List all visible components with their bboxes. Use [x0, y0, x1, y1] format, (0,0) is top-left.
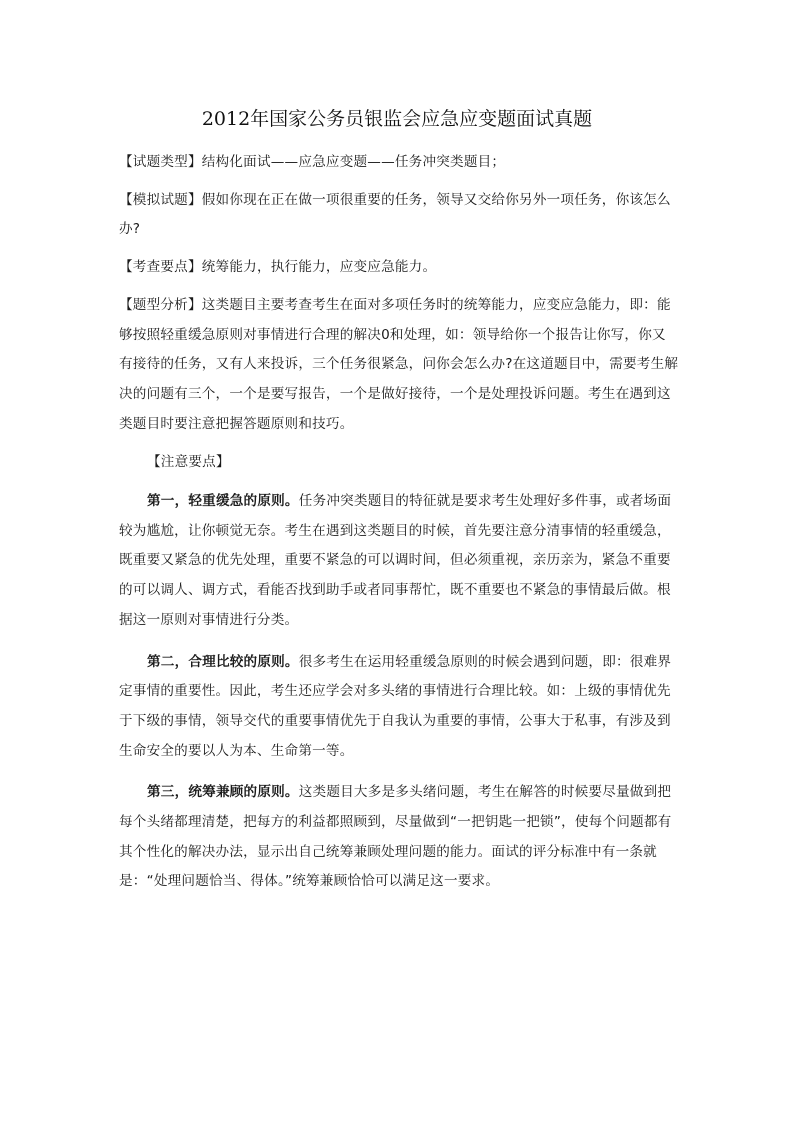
principle-3-text: 这类题目大多是多头绪问题，考生在解答的时候要尽量做到把每个头绪都理清楚，把每方的利益都照顾到，尽量做到“一把钥匙一把锁”，使每个问题都有其个性化的解决办法，显示出自己统筹兼顾处理问题的能力。面试的评分标准中有一条就是：“处理问题恰当、得体。”统筹兼顾恰恰可以满足这一要求。 [119, 784, 672, 890]
principle-3-paragraph [119, 778, 679, 897]
principle-2-text: 很多考生在运用轻重缓急原则的时候会遇到问题，即：很难界定事情的重要性。因此，考生还应学会对多头绪的事情进行合理比较。如：上级的事情优先于下级的事情，领导交代的重要事情优先于自我认为重要的事情，公事大于私事，有涉及到生命安全的要以人为本、生命第一等。 [119, 653, 672, 759]
principle-3-heading: 第三，统筹兼顾的原则。 [147, 784, 299, 801]
key-points-paragraph [119, 253, 679, 283]
simulated-question-text: 假如你现在正在做一项很重要的任务，领导又交给你另外一项任务，你该怎么办? [119, 191, 671, 238]
key-points-text: 统筹能力，执行能力，应变应急能力。 [201, 259, 437, 276]
key-points-label: 【考查要点】 [119, 259, 202, 276]
principle-2-paragraph [119, 648, 679, 767]
analysis-text: 这类题目主要考查考生在面对多项任务时的统筹能力，应变应急能力，即：能够按照轻重缓急原则对事情进行合理的解决0和处理，如：领导给你一个报告让你写，你又有接待的任务，又有人来投诉，三个任务很紧急，问你会怎么办?在这道题目中，需要考生解决的问题有三个，一个是要写报告，一个是做好接待，一个是处理投诉问题。考生在遇到这类题目时要注意把握答题原则和技巧。 [119, 296, 679, 432]
simulated-question-paragraph [119, 186, 679, 245]
analysis-paragraph [119, 291, 679, 440]
principle-1-paragraph [119, 487, 679, 636]
principle-1-heading: 第一，轻重缓急的原则。 [147, 493, 299, 510]
question-type-label: 【试题类型】 [119, 154, 202, 170]
principle-2-heading: 第二，合理比较的原则。 [147, 653, 299, 670]
simulated-question-label: 【模拟试题】 [119, 191, 202, 208]
notes-heading: 【注意要点】 [147, 454, 230, 471]
question-type-text: 结构化面试——应急应变题——任务冲突类题目； [201, 154, 506, 170]
document-title: 2012年国家公务员银监会应急应变题面试真题 [201, 108, 593, 130]
analysis-label: 【题型分析】 [119, 296, 202, 313]
question-type-paragraph [119, 148, 679, 178]
document-body [119, 148, 679, 897]
principle-1-text: 任务冲突类题目的特征就是要求考生处理好多件事，或者场面较为尴尬，让你顿觉无奈。考生在遇到这类题目的时候，首先要注意分清事情的轻重缓急，既重要又紧急的优先处理，重要不紧急的可以调时间，但必须重视，亲历亲为，紧急不重要的可以调人、调方式，看能否找到助手或者同事帮忙，既不重要也不紧急的事情最后做。根据这一原则对事情进行分类。 [119, 493, 672, 628]
